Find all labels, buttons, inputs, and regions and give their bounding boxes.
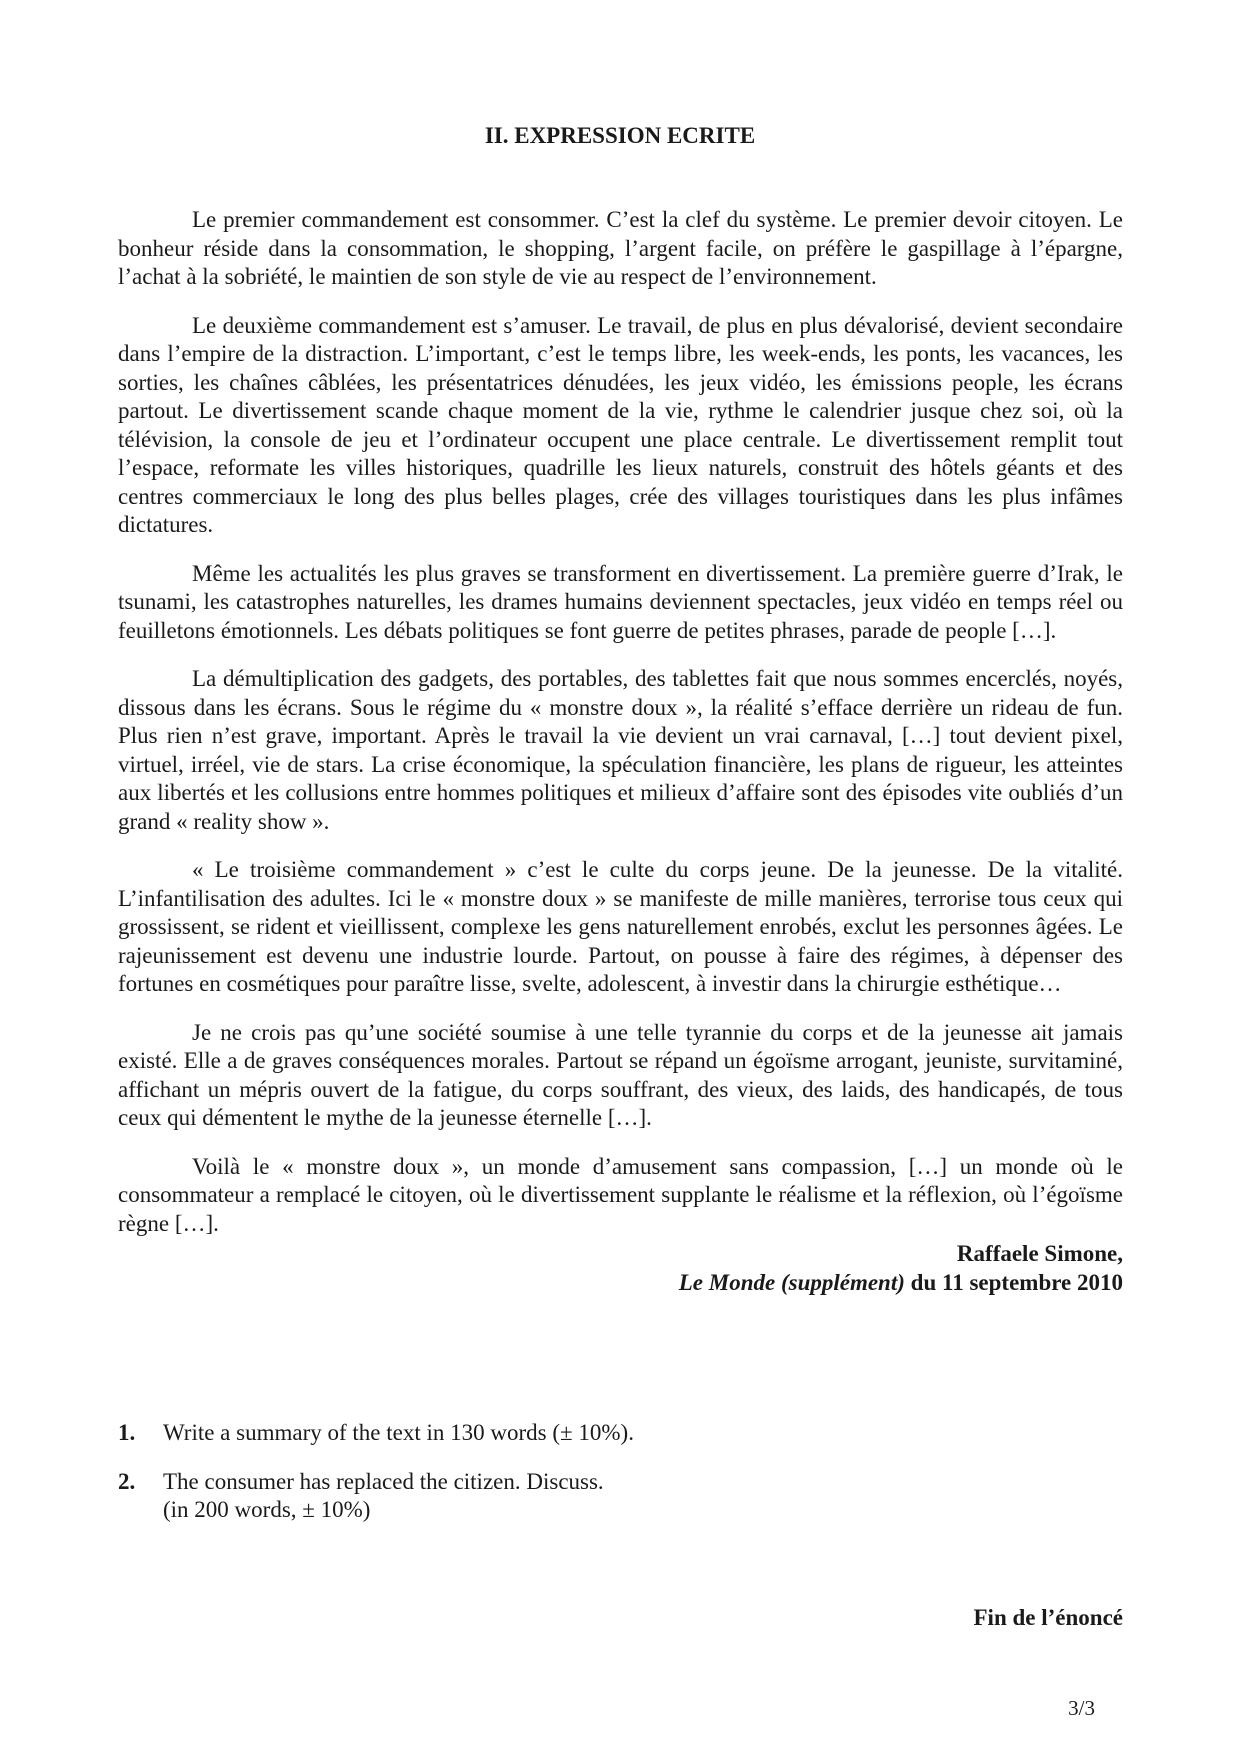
- paragraph-6: Je ne crois pas qu’une société soumise à une telle tyrannie du corps et de la jeunesse ait jamais existé. Elle a de graves conséquences morales. Partout se répand un égoïsme arrogant, jeuniste, survitaminé, affichant un mépris ouvert de la fatigue, du corps souffrant, des vieux, des laids, des handicapés, de tous ceux qui démentent le mythe de la jeunesse éternelle […].: [118, 1019, 1123, 1130]
- question-text: [163, 1468, 604, 1525]
- paragraph-7: Voilà le « monstre doux », un monde d’amusement sans compassion, […] un monde où le consommateur a remplacé le citoyen, où le divertissement supplante le réalisme et la réflexion, où l’égoïsme règne […].: [118, 1153, 1123, 1236]
- question-line: The consumer has replaced the citizen. Discuss.: [163, 1468, 604, 1494]
- question-item: [118, 1468, 1123, 1525]
- paragraph-4: La démultiplication des gadgets, des portables, des tablettes fait que nous sommes encerclés, noyés, dissous dans les écrans. Sous le régime du « monstre doux », la réalité s’efface derrière un rideau de fun. Plus rien n’est grave, important. Après le travail la vie devient un vrai carnaval, […] tout devient pixel, virtuel, irréel, vie de stars. La crise économique, la spéculation financière, les plans de rigueur, les atteintes aux libertés et les collusions entre hommes politiques et milieux d’affaire sont des épisodes vite oubliés d’un grand « reality show ».: [118, 666, 1123, 834]
- question-number: 2.: [118, 1468, 136, 1494]
- paragraph-1: Le premier commandement est consommer. C’est la clef du système. Le premier devoir citoyen. Le bonheur réside dans la consommation, le shopping, l’argent facile, on préfère le gaspillage à l’épargne, l’achat à la sobriété, le maintien de son style de vie au respect de l’environnement.: [118, 207, 1123, 289]
- questions-list: [118, 1419, 1123, 1545]
- paragraph-3: Même les actualités les plus graves se transforment en divertissement. La première guerre d’Irak, le tsunami, les catastrophes naturelles, les drames humains deviennent spectacles, jeux vidéo en temps réel ou feuilletons émotionnels. Les débats politiques se font guerre de petites phrases, parade de people […].: [118, 560, 1123, 643]
- end-note: Fin de l’énoncé: [973, 1605, 1123, 1630]
- attribution-source: Le Monde (supplément): [678, 1269, 905, 1295]
- attribution: [118, 1240, 1123, 1297]
- question-item: [118, 1419, 1123, 1448]
- paragraph-2: Le deuxième commandement est s’amuser. Le travail, de plus en plus dévalorisé, devient secondaire dans l’empire de la distraction. L’important, c’est le temps libre, les week-ends, les ponts, les vacances, les sorties, les chaînes câblées, les présentatrices dénudées, les jeux vidéo, les émissions people, les écrans partout. Le divertissement scande chaque moment de la vie, rythme le calendrier jusque chez soi, où la télévision, la console de jeu et l’ordinateur occupent une place centrale. Le divertissement remplit tout l’espace, reformate les villes historiques, quadrille les lieux naturels, construit des hôtels géants et des centres commerciaux le long des plus belles plages, crée des villages touristiques dans les plus infâmes dictatures.: [118, 312, 1123, 537]
- question-line: Write a summary of the text in 130 words (± 10%).: [163, 1420, 634, 1445]
- attribution-author: Raffaele Simone,: [956, 1241, 1123, 1266]
- question-line: (in 200 words, ± 10%): [163, 1497, 371, 1522]
- attribution-source-line: [118, 1269, 1123, 1298]
- question-number: 1.: [118, 1420, 136, 1445]
- question-text: [163, 1419, 634, 1448]
- attribution-date: du 11 septembre 2010: [904, 1269, 1123, 1295]
- page-number: 3/3: [1068, 1696, 1095, 1720]
- text-body: [118, 206, 1123, 1297]
- section-title: II. EXPRESSION ECRITE: [484, 123, 756, 148]
- paragraph-5: « Le troisième commandement » c’est le culte du corps jeune. De la jeunesse. De la vitalité. L’infantilisation des adultes. Ici le « monstre doux » se manifeste de mille manières, terrorise tous ceux qui grossissent, se rident et vieillissent, complexe les gens naturellement enrobés, exclut les personnes âgées. Le rajeunissement est devenu une industrie lourde. Partout, on pousse à faire des régimes, à dépenser des fortunes en cosmétiques pour paraître lisse, svelte, adolescent, à investir dans la chirurgie esthétique…: [118, 857, 1123, 996]
